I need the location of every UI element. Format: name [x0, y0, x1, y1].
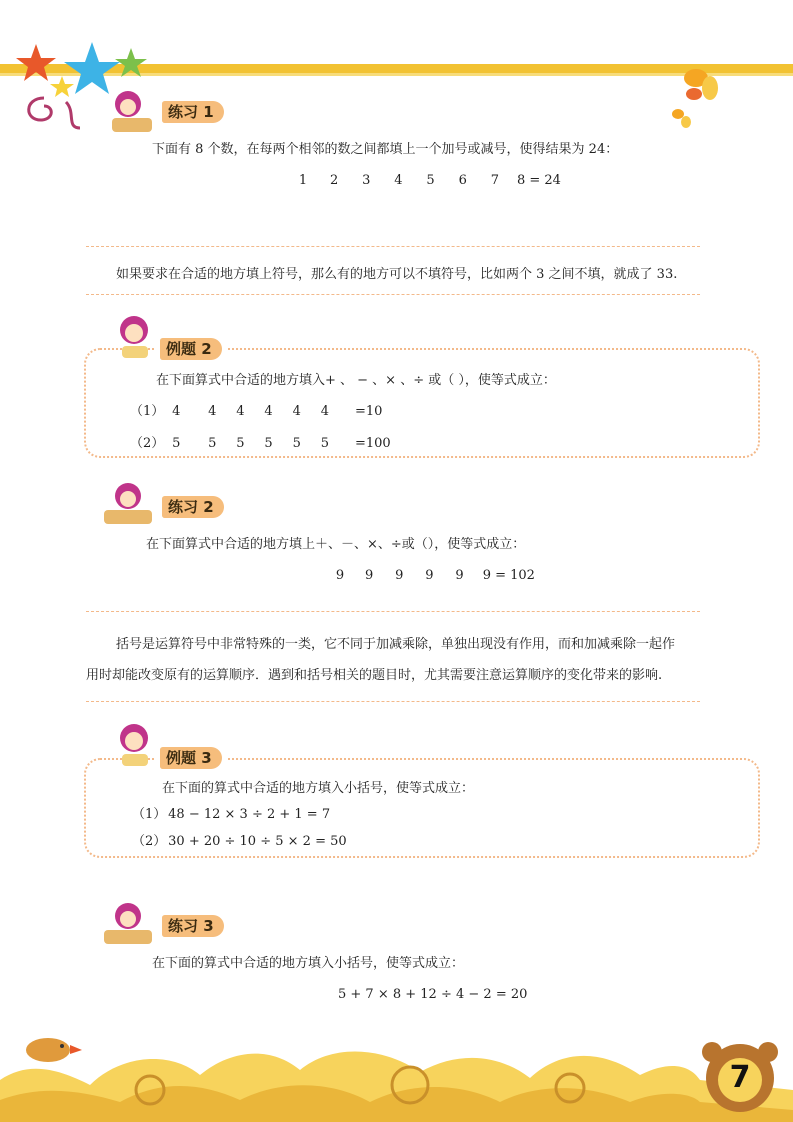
example-3-row-2 [132, 833, 347, 851]
exercise-2-instruction: 在下面算式中合适的地方填上＋、－、×、÷或（），使等式成立： [146, 537, 526, 552]
number: 5 [264, 436, 273, 451]
mascot-icon [100, 898, 160, 950]
mascot-icon [110, 310, 162, 360]
row-index: （1） [132, 807, 167, 822]
exercise-2-label: 练习 2 [158, 496, 228, 518]
divider [86, 246, 700, 247]
divider [86, 701, 700, 702]
number: 9 [365, 568, 374, 583]
number: 4 [264, 404, 273, 419]
exercise-2-equation [328, 567, 535, 585]
number: 5 [292, 436, 301, 451]
mascot-icon [100, 478, 160, 530]
mascot-icon [110, 718, 162, 770]
note-1: 如果要求在合适的地方填上符号，那么有的地方可以不填符号，比如两个 3 之间不填，就成了 33. [116, 267, 678, 282]
number: 9 [335, 568, 345, 583]
number: 5 [236, 436, 245, 451]
number: 2 [330, 173, 339, 188]
number: 5 [320, 436, 329, 451]
exercise-3-label: 练习 3 [158, 915, 228, 937]
exercise-1-label: 练习 1 [158, 101, 228, 123]
number: 6 [458, 173, 467, 188]
divider [86, 611, 700, 612]
bottom-decoration-icon [0, 1030, 793, 1122]
exercise-1-instruction: 下面有 8 个数，在每两个相邻的数之间都填上一个加号或减号，使得结果为 24： [152, 142, 619, 157]
number: 3 [362, 173, 371, 188]
number: 9 [395, 568, 404, 583]
exercise-3-instruction: 在下面的算式中合适的地方填入小括号，使等式成立： [152, 956, 465, 971]
number: 4 [172, 404, 181, 419]
equation-result: =100 [354, 436, 391, 451]
row-index: （2） [130, 436, 165, 451]
example-2-row-2 [130, 435, 391, 453]
divider [86, 294, 700, 295]
note-2-line-1: 括号是运算符号中非常特殊的一类，它不同于加减乘除，单独出现没有作用，而和加减乘除一起作 [116, 637, 676, 652]
page-number: 7 [729, 1060, 751, 1095]
number: 5 [172, 436, 181, 451]
number: 5 [426, 173, 435, 188]
number: 4 [320, 404, 329, 419]
number: 5 [208, 436, 217, 451]
exercise-1-equation [290, 172, 561, 190]
number: 4 [292, 404, 301, 419]
mascot-icon [104, 86, 162, 138]
example-2-label: 例题 2 [156, 338, 226, 360]
expression: 30 + 20 ÷ 10 ÷ 5 × 2 = 50 [168, 834, 347, 849]
equation-result: 8 = 24 [516, 173, 561, 188]
equation-result: =10 [354, 404, 383, 419]
row-index: （1） [130, 404, 165, 419]
equation-result: 9 = 102 [482, 568, 535, 583]
exercise-3-expression: 5 + 7 × 8 + 12 ÷ 4 − 2 = 20 [338, 987, 528, 1002]
example-2-instruction: 在下面算式中合适的地方填入+ 、 − 、× 、÷ 或（ ），使等式成立： [156, 373, 556, 388]
note-2-line-2: 用时却能改变原有的运算顺序．遇到和括号相关的题目时，尤其需要注意运算顺序的变化带来的影响. [86, 668, 663, 683]
example-3-row-1 [132, 806, 330, 824]
number: 4 [208, 404, 217, 419]
row-index: （2） [132, 834, 167, 849]
butterfly-icon [664, 62, 724, 134]
number: 7 [490, 173, 499, 188]
number: 9 [455, 568, 464, 583]
number: 9 [425, 568, 434, 583]
example-3-instruction: 在下面的算式中合适的地方填入小括号，使等式成立： [162, 781, 475, 796]
number: 4 [394, 173, 403, 188]
example-2-row-1 [130, 403, 382, 421]
number: 4 [236, 404, 245, 419]
number: 1 [298, 173, 308, 188]
example-3-label: 例题 3 [156, 747, 226, 769]
expression: 48 − 12 × 3 ÷ 2 + 1 = 7 [168, 807, 331, 822]
